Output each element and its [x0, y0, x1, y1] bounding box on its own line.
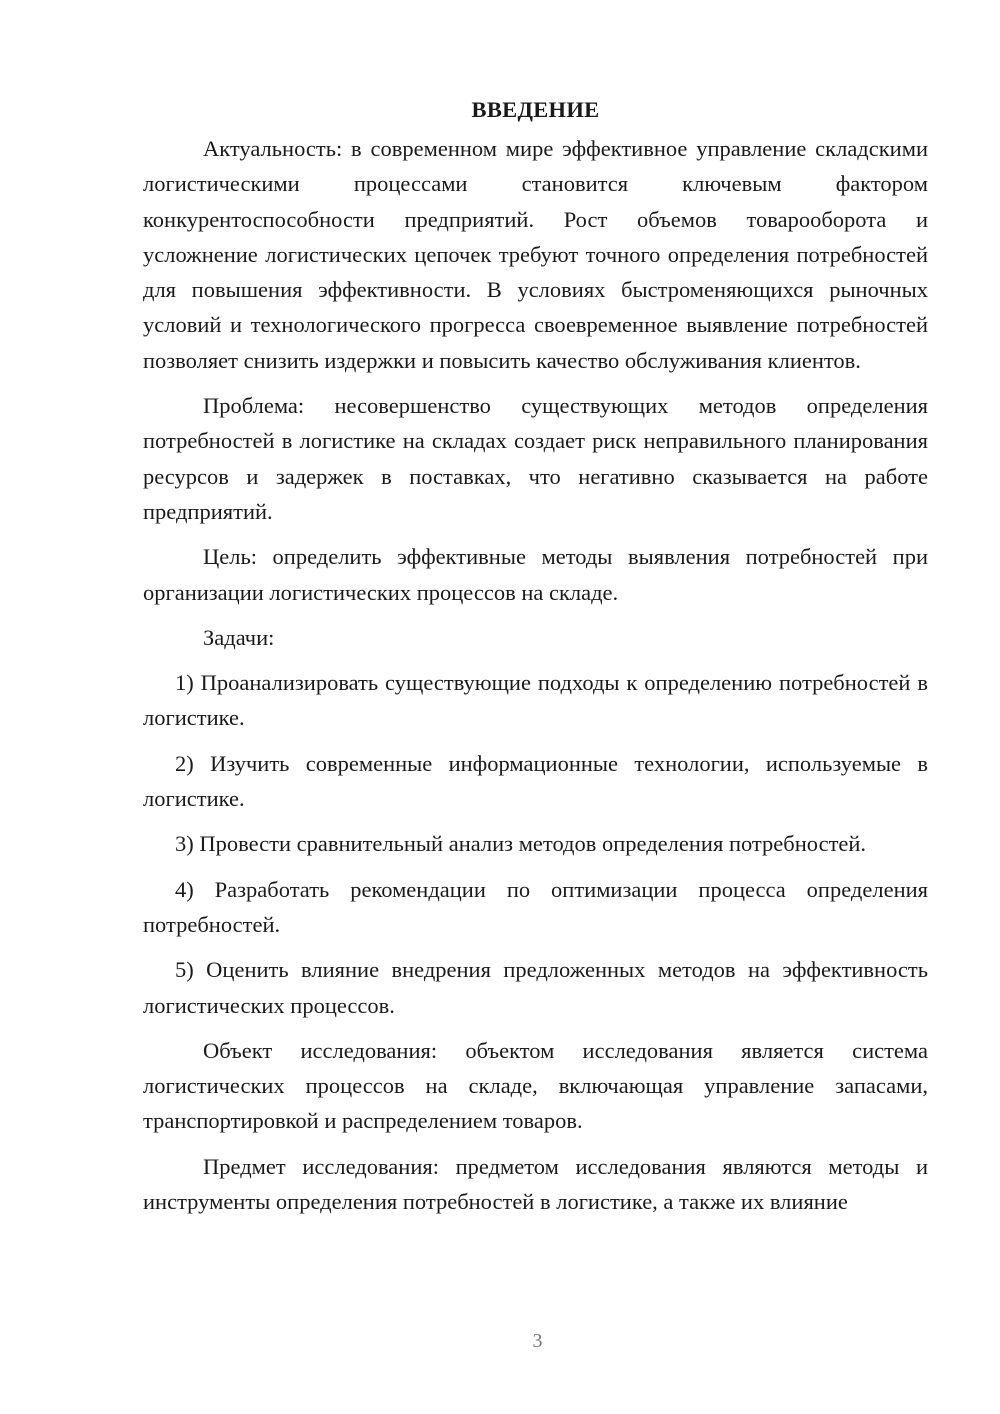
- task-item-2: 2) Изучить современные информационные технологии, используемые в логистике.: [143, 750, 928, 812]
- task-item-1: 1) Проанализировать существующие подходы к определению потребностей в логистике.: [143, 670, 928, 731]
- section-heading: ВВЕДЕНИЕ: [471, 97, 600, 122]
- tasks-label: Задачи:: [203, 624, 275, 650]
- task-item-3: 3) Провести сравнительный анализ методов определения потребностей.: [175, 831, 867, 857]
- paragraph-goal: Цель: определить эффективные методы выявления потребностей при организации логистических процессов на складе.: [143, 544, 928, 605]
- task-item-5: 5) Оценить влияние внедрения предложенных методов на эффективность логистических процессов.: [143, 957, 928, 1018]
- paragraph-relevance: Актуальность: в современном мире эффективное управление складскими логистическими процессами становится ключевым фактором конкурентоспособности предприятий. Рост объемов товарооборота и усложнение логистических цепочек требуют точного определения потребностей для повышения эффективности. В условиях быстроменяющихся рыночных условий и технологического прогресса своевременное выявление потребностей позволяет снизить издержки и повысить качество обслуживания клиентов.: [143, 136, 928, 373]
- paragraph-subject: Предмет исследования: предметом исследования являются методы и инструменты определения потребностей в логистике, а также их влияние: [143, 1153, 928, 1215]
- paragraph-problem: Проблема: несовершенство существующих методов определения потребностей в логистике на складах создает риск неправильного планирования ресурсов и задержек в поставках, что негативно сказывается на работе предприятий.: [143, 393, 928, 524]
- paragraph-object: Объект исследования: объектом исследования является система логистических процессов на складе, включающая управление запасами, транспортировкой и распределением товаров.: [143, 1037, 928, 1134]
- task-item-4: 4) Разработать рекомендации по оптимизации процесса определения потребностей.: [143, 876, 928, 937]
- document-body: [143, 92, 928, 1229]
- page-number: 3: [532, 1330, 543, 1352]
